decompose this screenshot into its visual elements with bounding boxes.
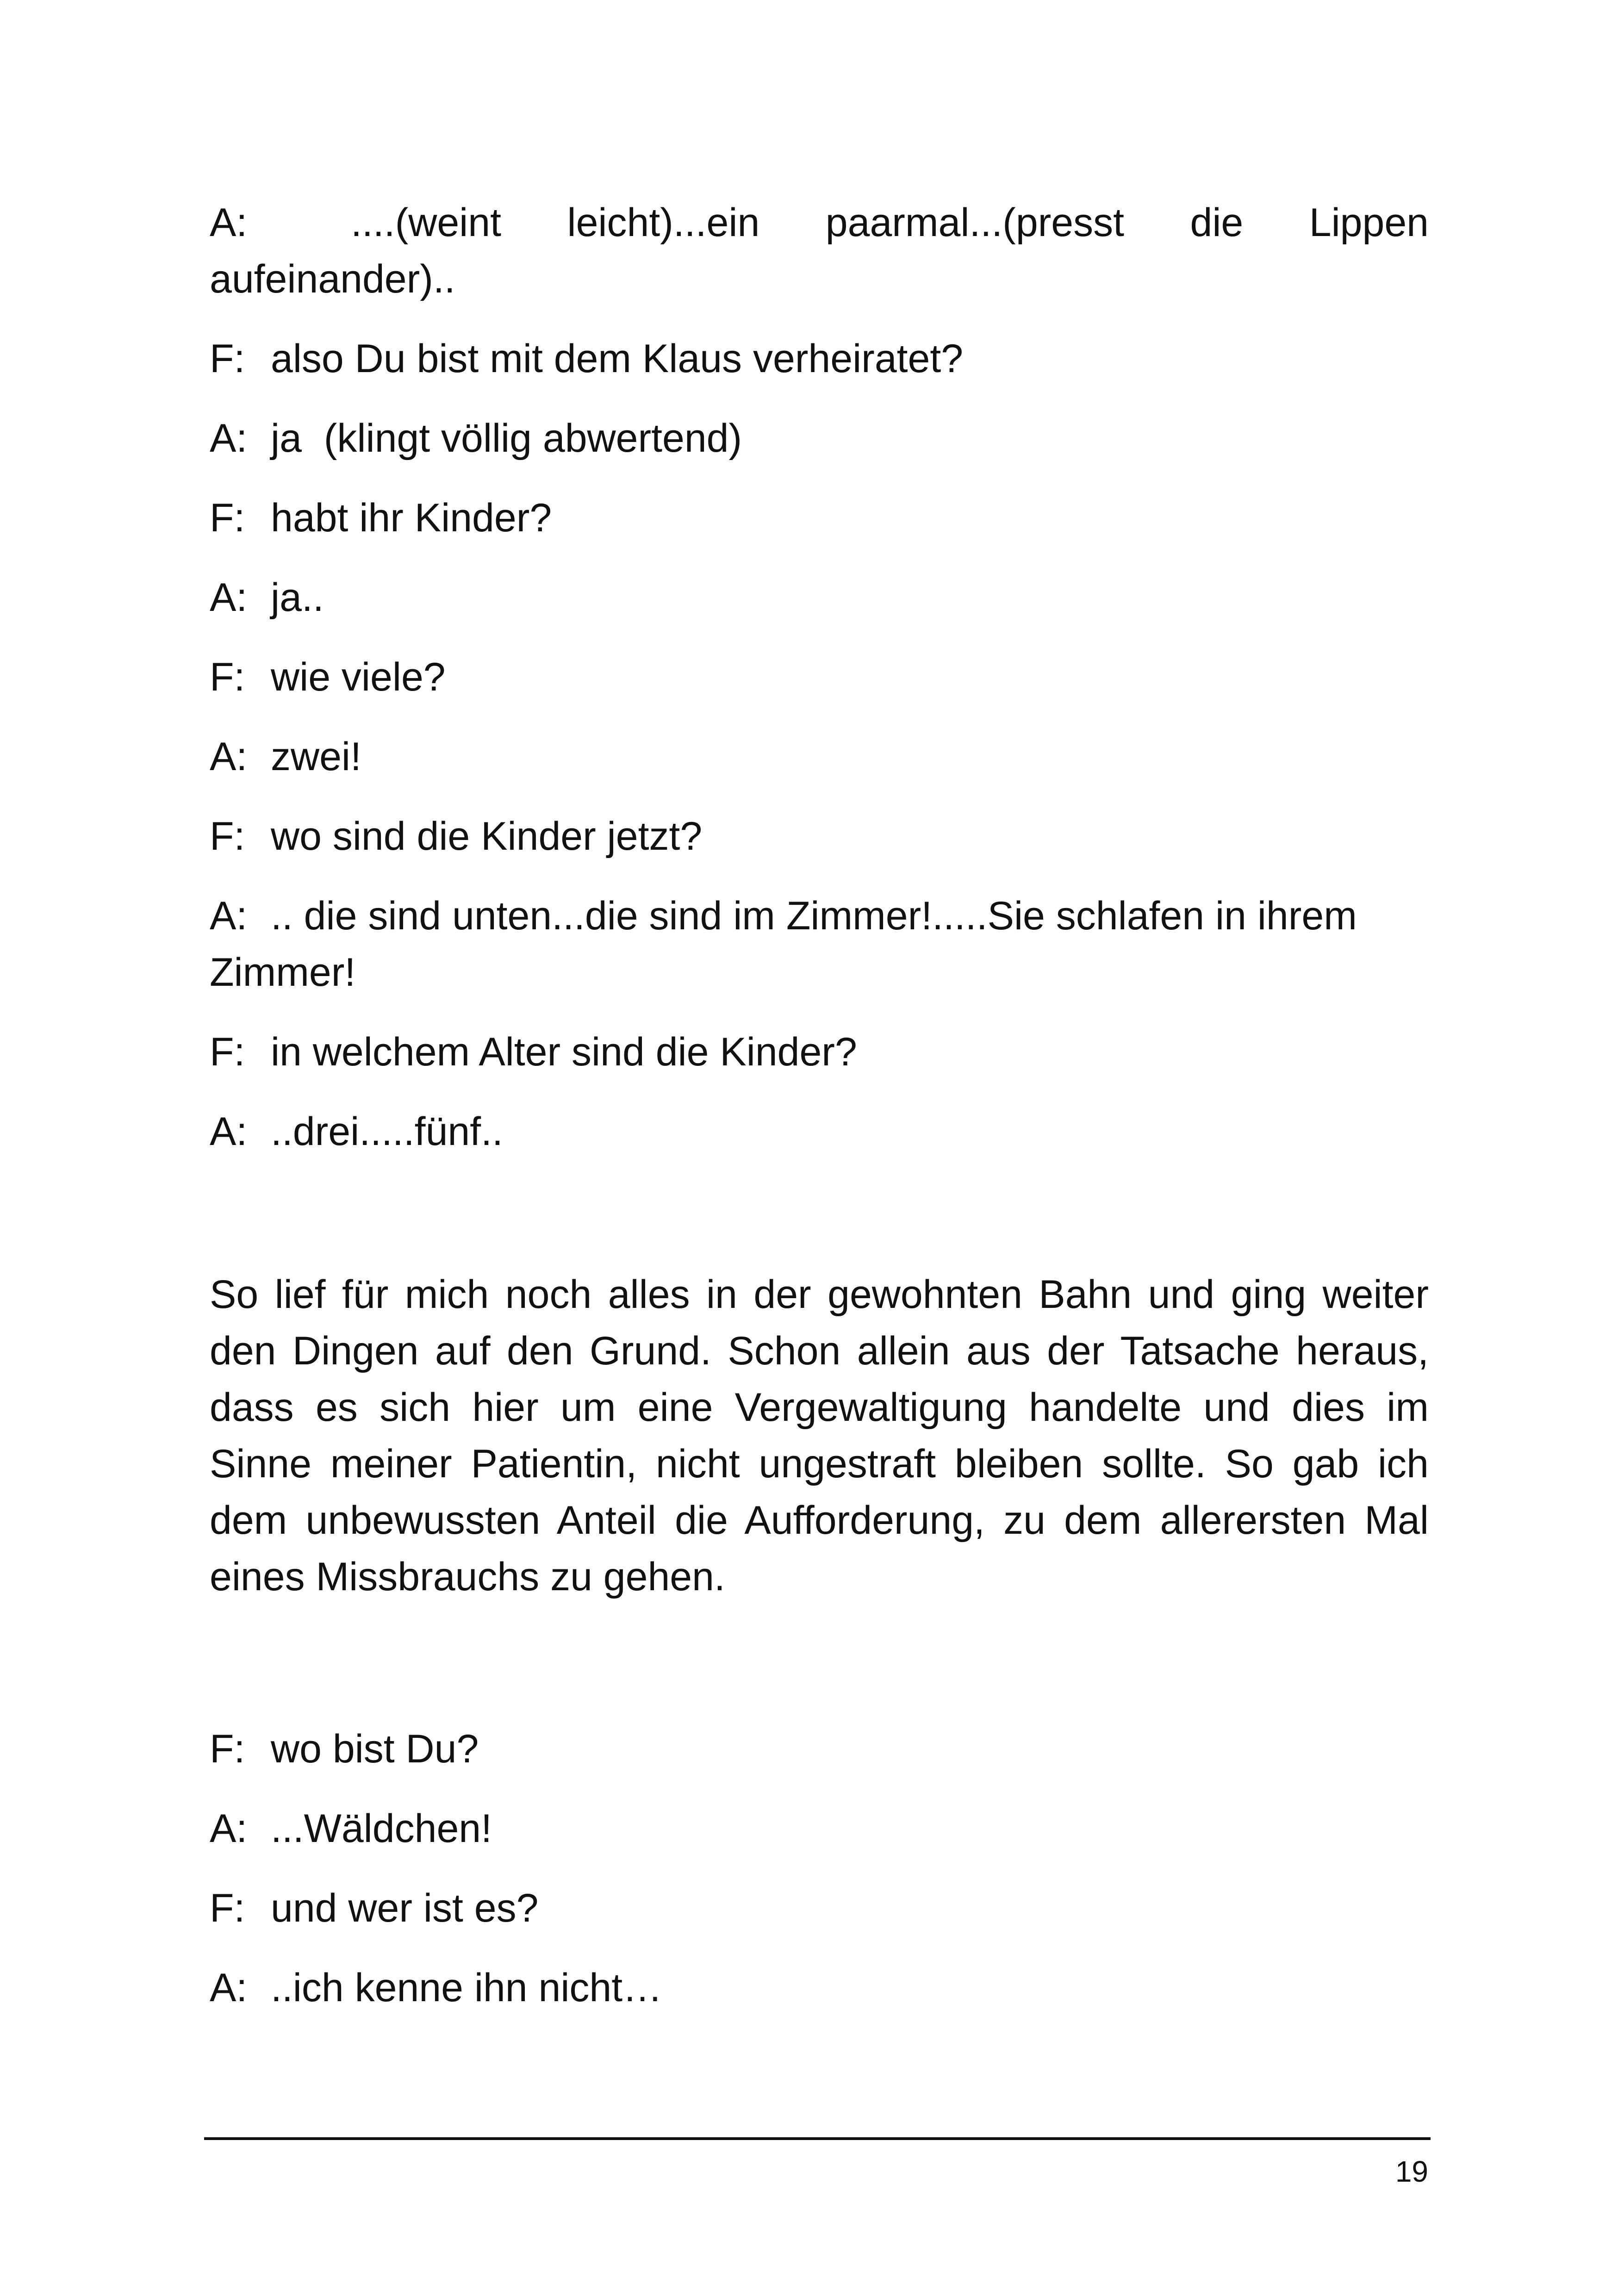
utterance: ..ich kenne ihn nicht… (271, 1966, 663, 2010)
utterance: ja (klingt völlig abwertend) (271, 416, 742, 460)
dialogue-block-2 (210, 1721, 1429, 2016)
narrative-block (210, 1266, 1429, 1605)
dialogue-line (210, 1103, 1429, 1160)
speaker-label: A: (210, 1109, 248, 1154)
speaker-label: F: (210, 1030, 245, 1074)
utterance: wie viele? (271, 655, 446, 699)
speaker-label: A: (210, 734, 248, 779)
speaker-label: A: (210, 894, 248, 938)
utterance: ...Wäldchen! (271, 1806, 492, 1851)
dialogue-line (210, 1880, 1429, 1936)
dialogue-line (210, 888, 1429, 1001)
dialogue-line (210, 410, 1429, 467)
utterance: und wer ist es? (271, 1886, 539, 1930)
utterance: ..drei.....fünf.. (271, 1109, 503, 1154)
speaker-label: F: (210, 1727, 245, 1771)
utterance: ja.. (271, 575, 324, 620)
dialogue-line (210, 490, 1429, 546)
speaker-label: F: (210, 496, 245, 540)
dialogue-line (210, 1721, 1429, 1777)
speaker-label: A: (210, 1966, 248, 2010)
dialogue-line (210, 1024, 1429, 1080)
utterance: zwei! (271, 734, 361, 779)
utterance: wo sind die Kinder jetzt? (271, 814, 703, 859)
dialogue-line (210, 1960, 1429, 2016)
utterance: also Du bist mit dem Klaus verheiratet? (271, 336, 964, 381)
dialogue-line-text (210, 888, 1429, 1001)
speaker-label: A: (210, 416, 248, 460)
dialogue-line (210, 330, 1429, 387)
utterance: habt ihr Kinder? (271, 496, 552, 540)
narrative-paragraph: So lief für mich noch alles in der gewohnten Bahn und ging weiter den Dingen auf den Grund. Schon allein aus der Tatsache heraus, dass es sich hier um eine Vergewaltigung handelte und dies im Sinne meiner Patientin, nicht ungestraft bleiben sollte. So gab ich dem unbewussten Anteil die Aufforderung, zu dem allerersten Mal eines Missbrauchs zu gehen. (210, 1272, 1429, 1599)
speaker-label: A: (210, 200, 248, 245)
utterance: .. die sind unten...die sind im Zimmer!.....Sie schlafen in ihrem Zimmer! (210, 894, 1357, 995)
page-number: 19 (1395, 2155, 1428, 2188)
footer-divider (204, 2137, 1431, 2140)
speaker-label: F: (210, 1886, 245, 1930)
dialogue-line-text (210, 194, 1429, 307)
speaker-label: F: (210, 814, 245, 859)
dialogue-line (210, 728, 1429, 785)
dialogue-block-1 (210, 194, 1429, 1160)
page-body (210, 194, 1429, 2016)
utterance: wo bist Du? (271, 1727, 479, 1771)
speaker-label: F: (210, 336, 245, 381)
utterance: in welchem Alter sind die Kinder? (271, 1030, 857, 1074)
speaker-label: A: (210, 1806, 248, 1851)
dialogue-line (210, 808, 1429, 865)
utterance: ....(weint leicht)...ein paarmal...(presst die Lippen aufeinander).. (210, 200, 1429, 301)
dialogue-line (210, 649, 1429, 705)
dialogue-line (210, 1800, 1429, 1857)
dialogue-line (210, 194, 1429, 307)
speaker-label: A: (210, 575, 248, 620)
dialogue-line (210, 569, 1429, 626)
speaker-label: F: (210, 655, 245, 699)
